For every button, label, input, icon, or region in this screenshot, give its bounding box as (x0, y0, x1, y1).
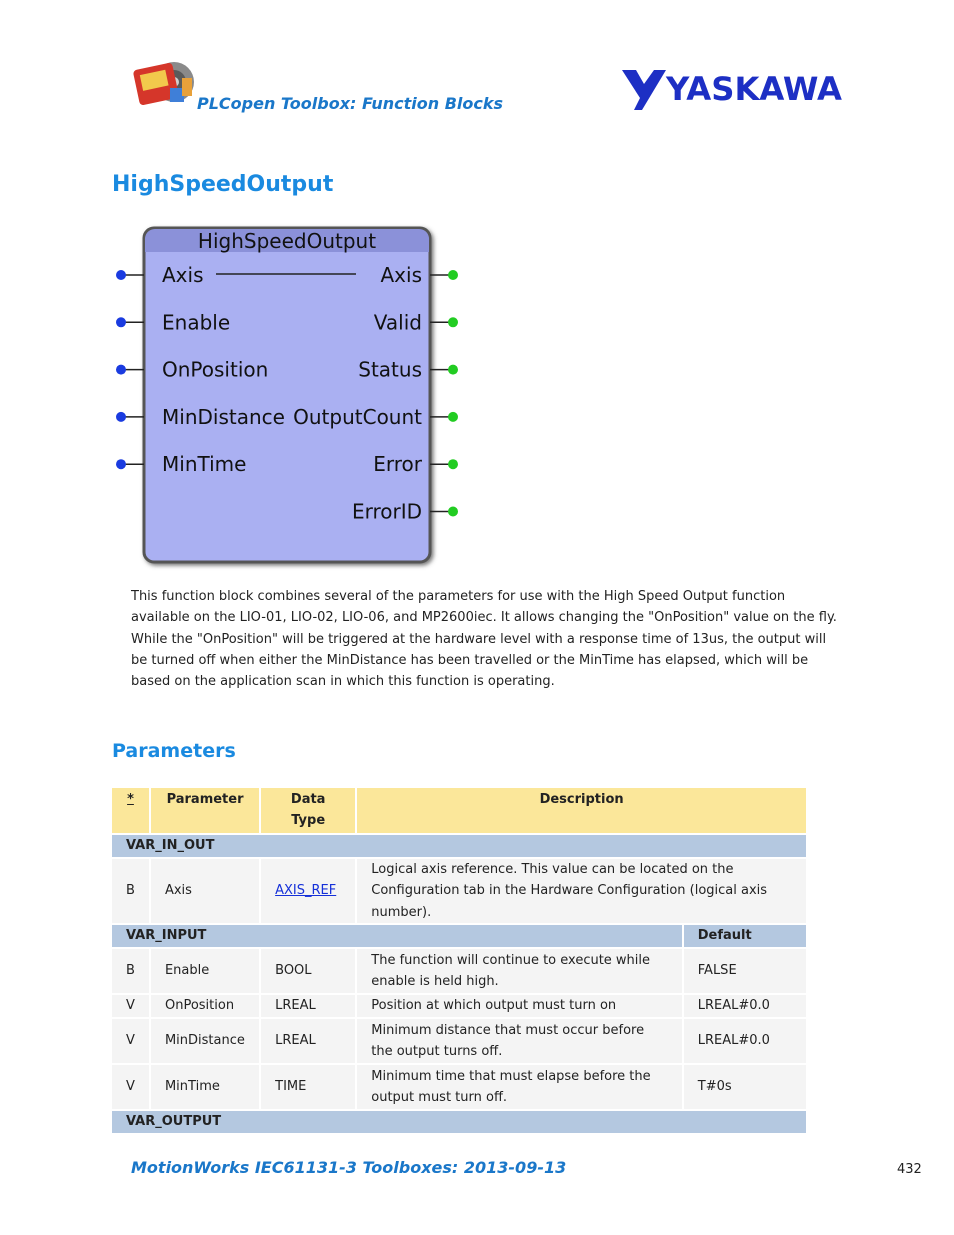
section-var-input: VAR_INPUT Default (111, 924, 807, 948)
input-label-enable: Enable (162, 310, 231, 335)
table-row (111, 1018, 807, 1064)
col-star: * (111, 787, 150, 834)
function-block-diagram (110, 222, 470, 574)
block-title: HighSpeedOutput (197, 229, 377, 253)
param-kind: B (111, 948, 150, 994)
col-description: Description (356, 787, 807, 834)
output-pin-errorid (448, 507, 458, 517)
output-pin-axis (448, 270, 458, 280)
input-label-axis: Axis (162, 263, 204, 287)
table-row (111, 858, 807, 924)
section-var-output: VAR_OUTPUT (111, 1110, 807, 1134)
axis-ref-link[interactable]: AXIS_REF (275, 883, 337, 899)
input-pin-enable (116, 317, 126, 327)
table-row (111, 948, 807, 994)
input-pin-mindistance (116, 412, 126, 422)
brand-text: YASKAWA (664, 70, 843, 108)
param-kind: V (111, 994, 150, 1018)
param-description: Minimum time that must elapse before the output must turn off. (356, 1064, 683, 1110)
page-number: 432 (897, 1162, 922, 1177)
param-name: Axis (150, 858, 260, 924)
input-label-onposition: OnPosition (162, 357, 269, 382)
param-name: MinTime (150, 1064, 260, 1110)
toolbox-logo-icon (130, 58, 198, 110)
param-description: Logical axis reference. This value can be located on the Configuration tab in the Hardware Configuration (logical axis number). (356, 858, 807, 924)
param-description: Minimum distance that must occur before the output turns off. (356, 1018, 683, 1064)
parameters-title: Parameters (112, 740, 236, 762)
param-type: LREAL (260, 994, 356, 1018)
param-default: LREAL#0.0 (683, 994, 807, 1018)
input-label-mintime: MinTime (162, 452, 247, 477)
footer-text: MotionWorks IEC61131-3 Toolboxes: 2013-09-13 (131, 1158, 567, 1177)
page-title: HighSpeedOutput (112, 172, 334, 197)
param-name: Enable (150, 948, 260, 994)
col-parameter: Parameter (150, 787, 260, 834)
header-title: PLCopen Toolbox: Function Blocks (197, 94, 504, 113)
parameters-table (110, 786, 808, 1135)
col-default: Default (683, 924, 807, 948)
param-default: LREAL#0.0 (683, 1018, 807, 1064)
table-row (111, 994, 807, 1018)
output-pin-outputcount (448, 412, 458, 422)
param-default: FALSE (683, 948, 807, 994)
output-pin-status (448, 365, 458, 375)
param-description: The function will continue to execute while enable is held high. (356, 948, 683, 994)
param-name: OnPosition (150, 994, 260, 1018)
input-pin-mintime (116, 459, 126, 469)
output-pin-valid (448, 317, 458, 327)
param-type (260, 858, 356, 924)
output-label-status: Status (358, 357, 422, 382)
output-label-valid: Valid (373, 310, 422, 335)
section-var-in-out: VAR_IN_OUT (111, 834, 807, 858)
description: This function block combines several of the parameters for use with the High Speed Output function available on the LIO-01, LIO-02, LIO-06, and MP2600iec. It allows changing the "OnPosition" value on the fly. While the "OnPosition" will be triggered at the hardware level with a response time of 13us, the output will be turned off when either the MinDistance has been travelled or the MinTime has elapsed, which will be based on the application scan in which this function is operating. (131, 589, 837, 690)
input-label-mindistance: MinDistance (162, 404, 285, 429)
param-type: BOOL (260, 948, 356, 994)
param-kind: B (111, 858, 150, 924)
output-label-axis: Axis (380, 263, 422, 287)
param-name: MinDistance (150, 1018, 260, 1064)
output-label-errorid: ErrorID (351, 499, 422, 524)
col-data-type: Data Type (260, 787, 356, 834)
param-type: LREAL (260, 1018, 356, 1064)
input-pin-axis (116, 270, 126, 280)
yaskawa-logo (622, 66, 844, 112)
table-header-row (111, 787, 807, 834)
output-label-outputcount: OutputCount (293, 404, 422, 429)
param-kind: V (111, 1064, 150, 1110)
param-description: Position at which output must turn on (356, 994, 683, 1018)
param-kind: V (111, 1018, 150, 1064)
input-pin-onposition (116, 365, 126, 375)
param-type: TIME (260, 1064, 356, 1110)
output-label-error: Error (373, 452, 422, 477)
table-row (111, 1064, 807, 1110)
output-pin-error (448, 459, 458, 469)
param-default: T#0s (683, 1064, 807, 1110)
